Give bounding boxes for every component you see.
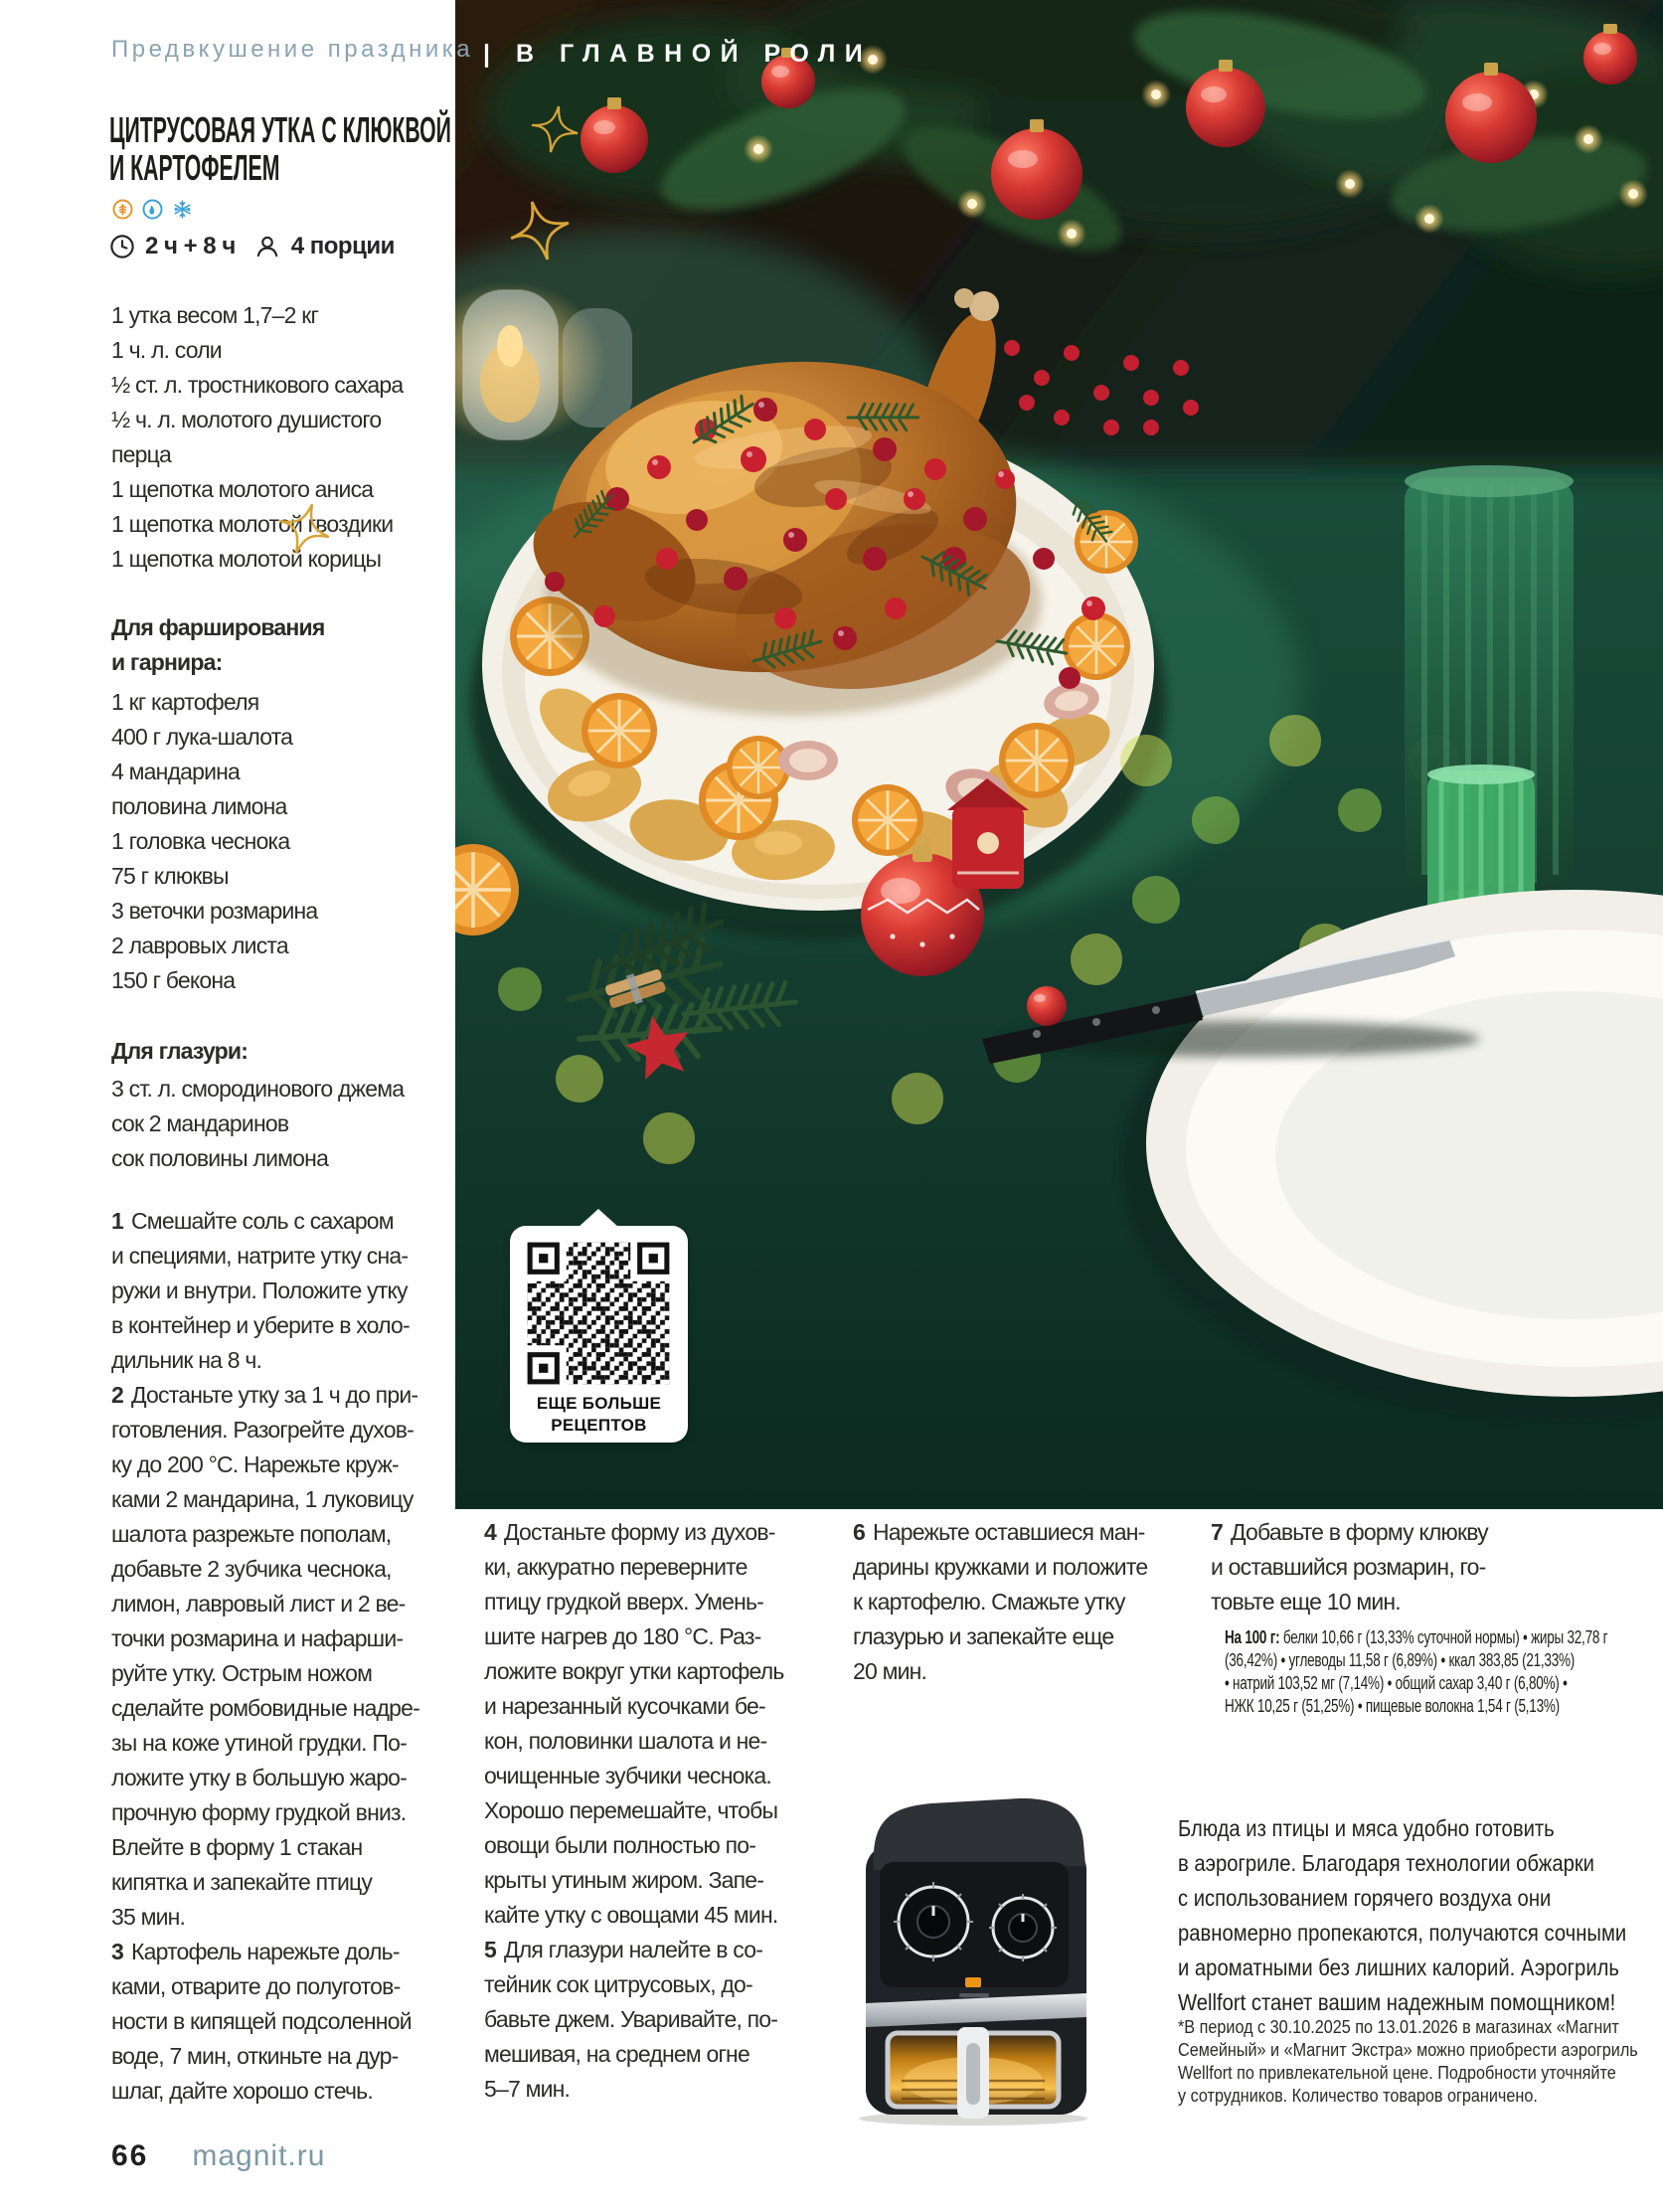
- ingredient-line: сок 2 мандаринов: [111, 1110, 289, 1136]
- page-footer: [111, 2139, 325, 2173]
- promo-footnote: *В период с 30.10.2025 по 13.01.2026 в магазинах «Магнит Семейный» и «Магнит Экстра» можно приобрести аэрогриль Wellfort по привлекательной цене. Подробности уточняйте у сотрудников. Количество товаров ограничено.: [1178, 2017, 1638, 2106]
- clock-icon: [109, 234, 135, 259]
- ingredient-line: перца: [111, 441, 172, 467]
- step-1: 1 Смешайте соль с сахаром и специями, натрите утку сна- ружи и внутри. Положите утку в контейнер и уберите в холо- дильник на 8 ч.: [111, 1208, 410, 1373]
- page-number: 66: [111, 2139, 149, 2172]
- gold-sparkle-icon: [264, 489, 344, 569]
- qr-code[interactable]: [523, 1238, 674, 1389]
- steps-column-3: [853, 1515, 1147, 1689]
- section-label: | В ГЛАВНОЙ РОЛИ: [483, 40, 873, 68]
- diet-badges: [112, 199, 193, 220]
- nutrition-info: На 100 г: белки 10,66 г (13,33% суточной нормы) • жиры 32,78 г (36,42%) • углеводы 11,58 г (6,89%) • ккал 383,85 (21,33%) • натрий 103,52 мг (7,14%) • общий сахар 3,40 г (6,80%) • НЖК 10,25 г (51,25%) • пищевые волокна 1,54 г (5,13%): [1225, 1627, 1608, 1716]
- servings-value: 4 порции: [290, 233, 395, 259]
- ingredient-line: сок половины лимона: [111, 1145, 329, 1171]
- recipe-title: ЦИТРУСОВАЯ УТКА С КЛЮКВОЙ И КАРТОФЕЛЕМ: [109, 109, 451, 188]
- step-4: 4 Достаньте форму из духов- ки, аккуратно переверните птицу грудкой вверх. Умень- шите нагрев до 180 °C. Раз- ложите вокруг утки картофель и нарезанный кусочками бе- кон, половинки шалота и не- очищенные зубчики чеснока. Хорошо перемешайте, чтобы овощи были полностью по- крыты утиным жиром. Запе- кайте утку с овощами 45 мин.: [484, 1519, 784, 1928]
- ingredient-line: 4 мандарина: [111, 759, 241, 784]
- ingredient-line: 1 щепотка молотой корицы: [111, 546, 382, 572]
- ingredient-line: 1 головка чеснока: [111, 828, 290, 854]
- ingredient-line: 1 щепотка молотой гвоздики: [111, 511, 394, 537]
- steps-column-2: [484, 1515, 784, 2107]
- site-link[interactable]: magnit.ru: [192, 2139, 326, 2172]
- recipe-meta: [109, 233, 395, 260]
- ingredient-line: 1 утка весом 1,7–2 кг: [111, 302, 319, 328]
- promo-text: Блюда из птицы и мяса удобно готовить в аэрогриле. Благодаря технологии обжарки с использованием горячего воздуха они равномерно пропекаются, получаются сочными и ароматными без лишних калорий. Аэрогриль Wellfort станет вашим надежным помощником!: [1178, 1815, 1627, 2015]
- dial-left: [894, 1882, 973, 1961]
- step-5: 5 Для глазури налейте в со- тейник сок цитрусовых, до- бавьте джем. Уваривайте, по- мешивая, на среднем огне 5–7 мин.: [484, 1937, 778, 2102]
- poultry-icon: [142, 199, 163, 220]
- steps-column-4: [1211, 1515, 1488, 1619]
- ingredient-line: 3 ст. л. смородинового джема: [111, 1076, 405, 1102]
- person-icon: [253, 234, 281, 259]
- stuffing-title: Для фарширования и гарнира:: [111, 614, 325, 675]
- indicator-light: [965, 1977, 981, 1987]
- ingredient-line: 150 г бекона: [111, 967, 236, 993]
- glaze-title: Для глазури:: [111, 1038, 249, 1064]
- dial-right: [989, 1894, 1057, 1961]
- ingredient-line: ½ ст. л. тростникового сахара: [111, 372, 404, 398]
- stuffing-items: [111, 685, 317, 998]
- qr-label: ЕЩЕ БОЛЬШЕ РЕЦЕПТОВ: [536, 1394, 662, 1435]
- ingredient-line: ½ ч. л. молотого душистого: [111, 407, 382, 432]
- ingredient-line: 1 кг картофеля: [111, 689, 259, 715]
- steps-column-1: [111, 1204, 419, 2109]
- nutrition-label: На 100 г:: [1225, 1627, 1280, 1647]
- ingredient-line: 2 лавровых листа: [111, 933, 288, 958]
- ingredient-line: 75 г клюквы: [111, 863, 229, 889]
- eyebrow: Предвкушение праздника: [111, 36, 474, 63]
- ingredient-line: половина лимона: [111, 793, 287, 819]
- snowflake-icon: [172, 199, 193, 220]
- qr-pointer: [578, 1209, 619, 1228]
- ingredients-main: [111, 298, 403, 577]
- ingredient-line: 3 веточки розмарина: [111, 898, 318, 924]
- air-fryer-image: [840, 1783, 1106, 2126]
- step-3: 3 Картофель нарежьте доль- ками, отварите до полуготов- ности в кипящей подсоленной воде, 7 мин, откиньте на дур- шлаг, дайте хорошо стечь.: [111, 1939, 412, 2104]
- step-7: 7 Добавьте в форму клюкву и оставшийся розмарин, го- товьте еще 10 мин.: [1211, 1519, 1488, 1615]
- step-2: 2 Достаньте утку за 1 ч до при- готовления. Разогрейте духов- ку до 200 °C. Нарежьте круж- ками 2 мандарина, 1 луковицу шалота разрежьте пополам, добавьте 2 зубчика чеснока, лимон, лавровый лист и 2 ве- точки розмарина и нафарши- руйте утку. Острым ножом сделайте ромбовидные надре- зы на коже утиной грудки. По- ложите утку в большую жаро- прочную форму грудкой вниз. Влейте в форму 1 стакан кипятка и запекайте птицу 35 мин.: [111, 1382, 420, 1930]
- ingredient-line: 1 щепотка молотого аниса: [111, 476, 374, 502]
- glaze-items: [111, 1072, 404, 1176]
- ingredient-line: 1 ч. л. соли: [111, 337, 222, 363]
- time-value: 2 ч + 8 ч: [145, 233, 236, 259]
- step-6: 6 Нарежьте оставшиеся ман- дарины кружками и положите к картофелю. Смажьте утку глазурью и запекайте еще 20 мин.: [853, 1519, 1148, 1684]
- wheat-icon: [112, 199, 133, 220]
- ingredient-line: 400 г лука-шалота: [111, 724, 293, 750]
- qr-block[interactable]: [510, 1226, 688, 1443]
